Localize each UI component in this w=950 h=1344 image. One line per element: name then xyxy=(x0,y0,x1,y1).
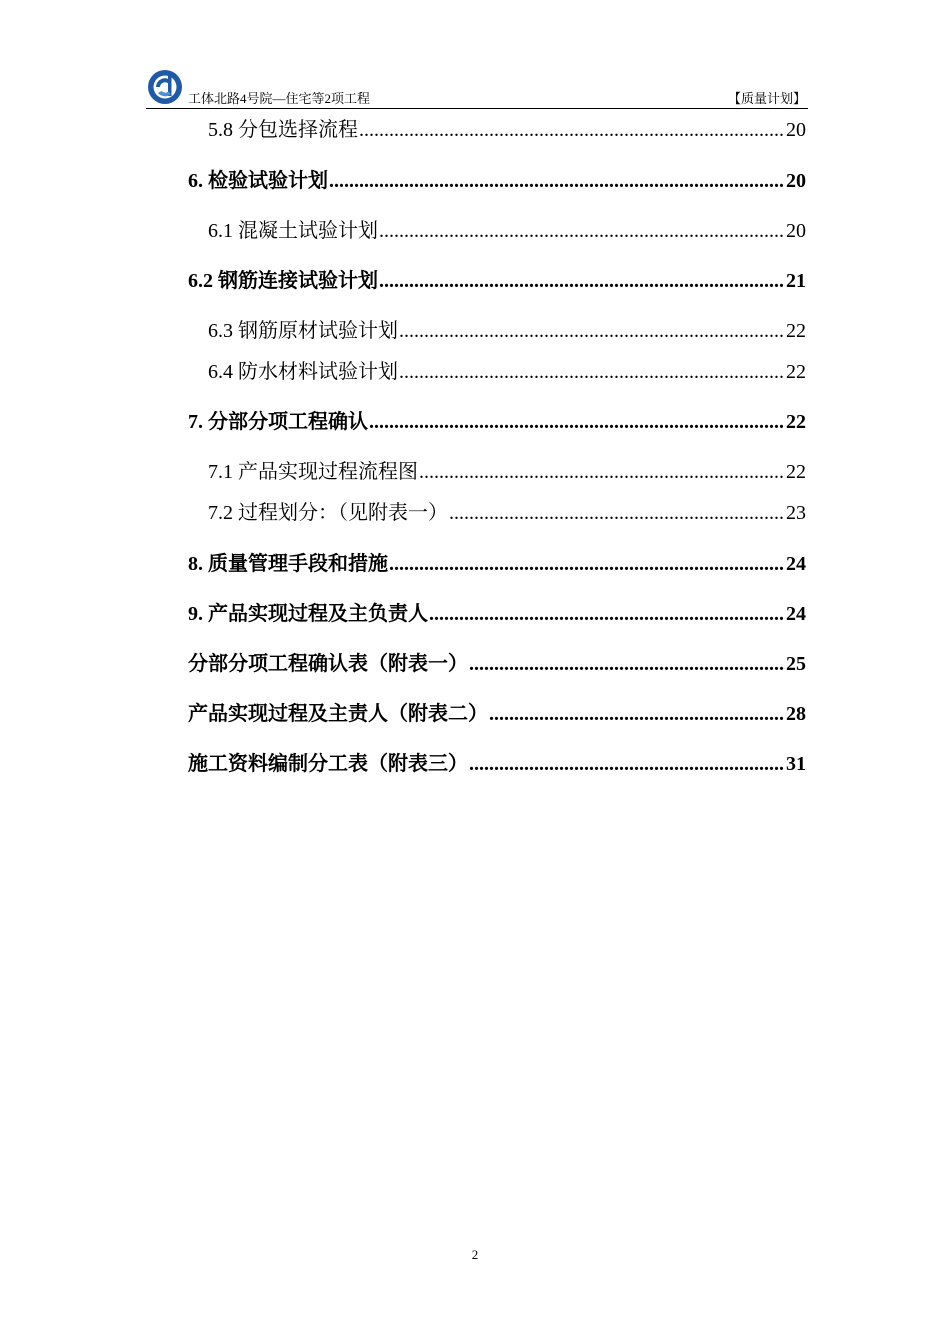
toc-entry[interactable] xyxy=(188,269,806,293)
toc-entry-page: 24 xyxy=(786,553,806,575)
company-logo-icon xyxy=(146,68,184,106)
toc-entry[interactable] xyxy=(188,410,806,434)
toc-entry[interactable] xyxy=(208,360,806,384)
toc-dot-leader xyxy=(489,702,785,726)
toc-entry-page: 20 xyxy=(786,170,806,192)
toc-entry-label: 7.1 产品实现过程流程图 xyxy=(208,461,418,483)
toc-entry[interactable] xyxy=(188,702,806,726)
toc-entry-page: 20 xyxy=(786,119,806,141)
toc-entry-page: 21 xyxy=(786,270,806,292)
toc-dot-leader xyxy=(329,169,785,193)
toc-entry-page: 28 xyxy=(786,703,806,725)
toc-entry[interactable] xyxy=(208,460,806,484)
toc-dot-leader xyxy=(469,752,785,776)
toc-dot-leader xyxy=(399,319,785,343)
toc-entry-label: 6.4 防水材料试验计划 xyxy=(208,361,398,383)
toc-entry[interactable] xyxy=(208,319,806,343)
toc-entry-label: 6.3 钢筋原材试验计划 xyxy=(208,320,398,342)
toc-entry[interactable] xyxy=(188,652,806,676)
toc-entry-label: 8. 质量管理手段和措施 xyxy=(188,553,388,575)
toc-dot-leader xyxy=(359,118,785,142)
toc-entry-label: 6.1 混凝土试验计划 xyxy=(208,220,378,242)
toc-dot-leader xyxy=(429,602,785,626)
toc-entry[interactable] xyxy=(188,552,806,576)
toc-dot-leader xyxy=(399,360,785,384)
toc-entry-label: 产品实现过程及主责人（附表二） xyxy=(188,703,488,725)
toc-dot-leader xyxy=(369,410,785,434)
toc-dot-leader xyxy=(379,269,785,293)
toc-entry-label: 9. 产品实现过程及主负责人 xyxy=(188,603,428,625)
toc-entry-page: 22 xyxy=(786,411,806,433)
toc-dot-leader xyxy=(419,460,785,484)
toc-entry[interactable] xyxy=(208,501,806,525)
toc-entry-label: 分部分项工程确认表（附表一） xyxy=(188,653,468,675)
toc-entry[interactable] xyxy=(188,602,806,626)
toc-entry-page: 22 xyxy=(786,461,806,483)
toc-entry-page: 24 xyxy=(786,603,806,625)
toc-entry[interactable] xyxy=(208,219,806,243)
toc-entry-label: 7.2 过程划分：（见附表一） xyxy=(208,502,448,524)
toc-entry-page: 25 xyxy=(786,653,806,675)
toc-entry-label: 施工资料编制分工表（附表三） xyxy=(188,753,468,775)
toc-dot-leader xyxy=(469,652,785,676)
toc-entry-label: 7. 分部分项工程确认 xyxy=(188,411,368,433)
toc-entry-page: 23 xyxy=(786,502,806,524)
toc-entry-label: 6.2 钢筋连接试验计划 xyxy=(188,270,378,292)
toc-dot-leader xyxy=(449,501,785,525)
toc-entry[interactable] xyxy=(208,118,806,142)
toc-entry-page: 22 xyxy=(786,361,806,383)
toc-entry-page: 22 xyxy=(786,320,806,342)
header-document-tag: 【质量计划】 xyxy=(727,91,806,106)
toc-entry-label: 5.8 分包选择流程 xyxy=(208,119,358,141)
toc-dot-leader xyxy=(379,219,785,243)
toc-entry-page: 31 xyxy=(786,753,806,775)
toc-entry[interactable] xyxy=(188,169,806,193)
table-of-contents xyxy=(188,0,806,800)
toc-entry-label: 6. 检验试验计划 xyxy=(188,170,328,192)
toc-entry-page: 20 xyxy=(786,220,806,242)
toc-dot-leader xyxy=(389,552,785,576)
page-number: 2 xyxy=(471,1247,479,1262)
header-project-title: 工体北路4号院—住宅等2项工程 xyxy=(188,91,371,106)
toc-entry[interactable] xyxy=(188,752,806,776)
